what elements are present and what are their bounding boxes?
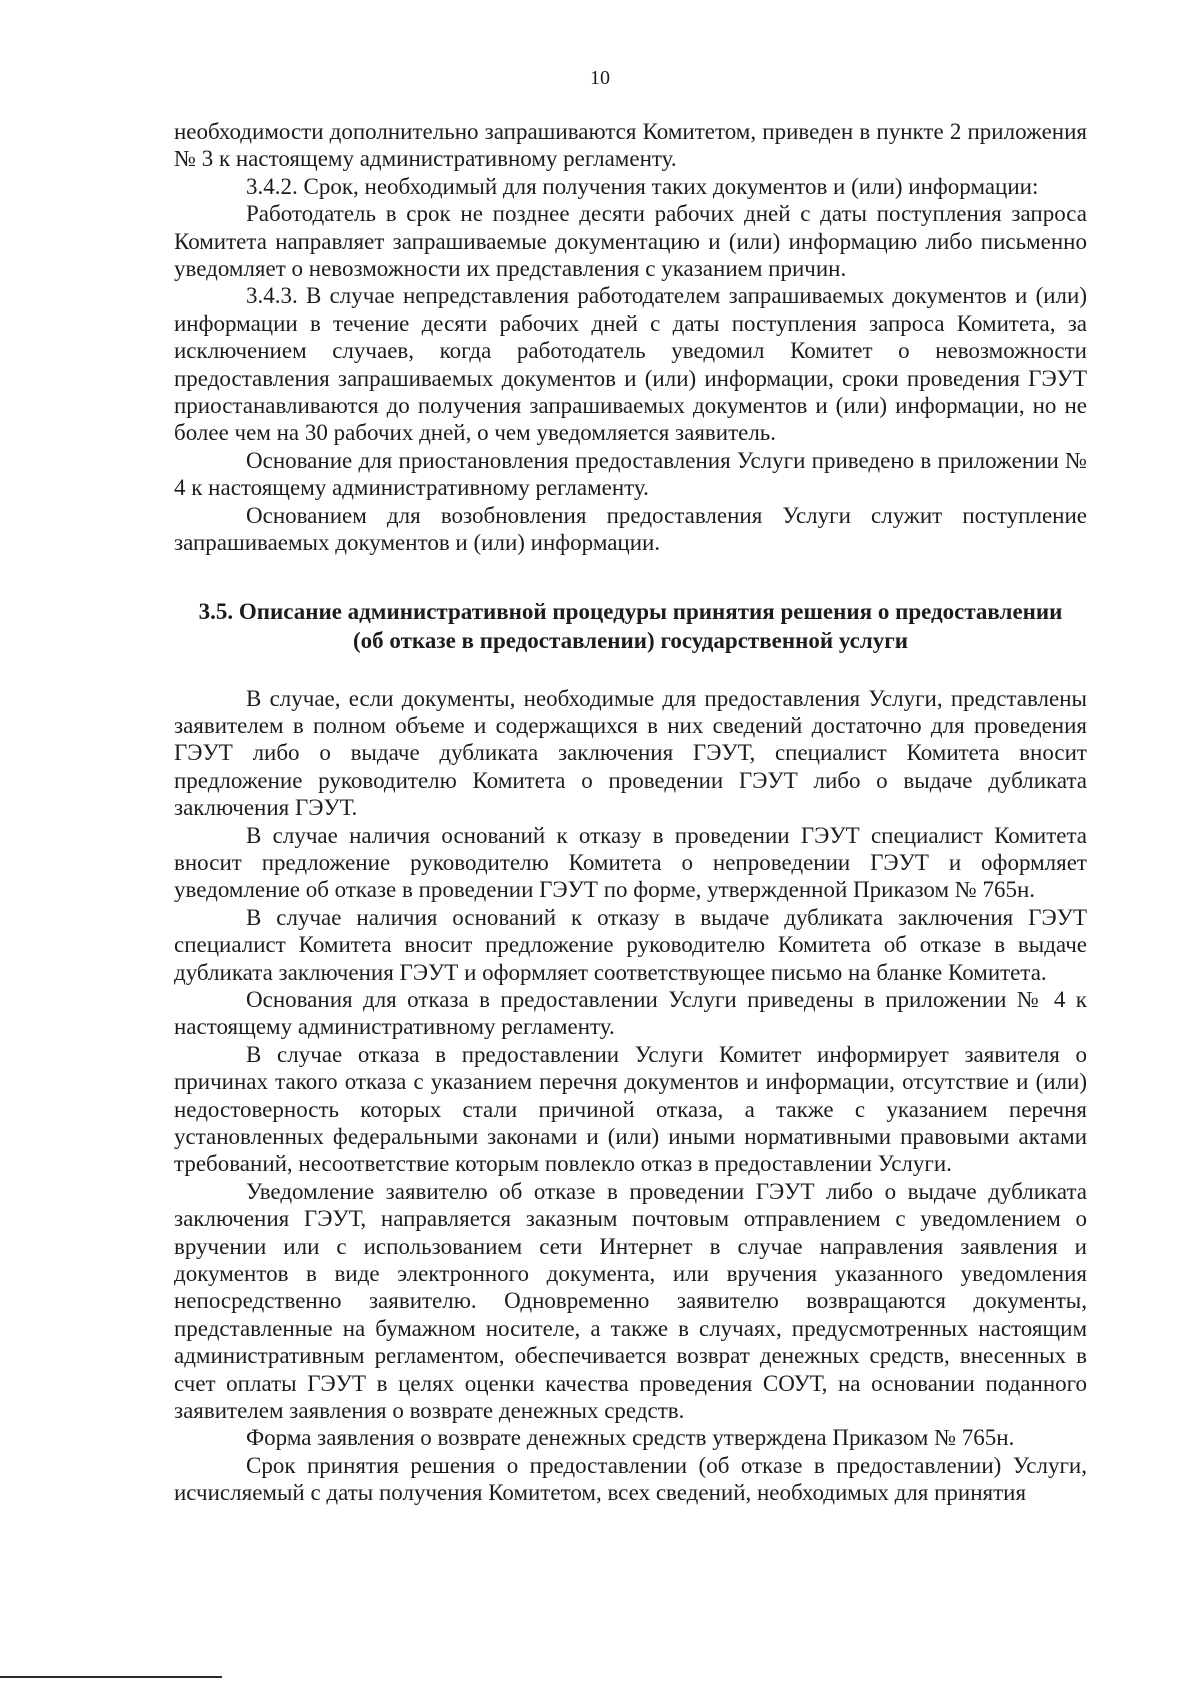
paragraph: 3.4.2. Срок, необходимый для получения таких документов и (или) информации: <box>246 173 1039 199</box>
paragraph: Уведомление заявителю об отказе в проведении ГЭУТ либо о выдаче дубликата заключения ГЭУТ, направляется заказным почтовым отправлением с уведомлением о вручении или с использованием сети Интернет в случае направления заявления и документов в виде электронного документа, или вручения указанного уведомления непосредственно заявителю. Одновременно заявителю возвращаются документы, представленные на бумажном носителе, а также в случаях, предусмотренных настоящим административным регламентом, обеспечивается возврат денежных средств, внесенных в счет оплаты ГЭУТ в целях оценки качества проведения СОУТ, на основании поданного заявителем заявления о возврате денежных средств. <box>174 1178 1087 1424</box>
section-heading <box>174 597 1087 655</box>
paragraph: Работодатель в срок не позднее десяти рабочих дней с даты поступления запроса Комитета направляет запрашиваемые документацию и (или) информацию либо письменно уведомляет о невозможности их представления с указанием причин. <box>174 201 1087 282</box>
paragraph: В случае, если документы, необходимые для предоставления Услуги, представлены заявителем в полном объеме и содержащихся в них сведений достаточно для проведения ГЭУТ либо о выдаче дубликата заключения ГЭУТ, специалист Комитета вносит предложение руководителю Комитета о проведении ГЭУТ либо о выдаче дубликата заключения ГЭУТ. <box>174 685 1087 821</box>
paragraph: 3.4.3. В случае непредставления работодателем запрашиваемых документов и (или) информации в течение десяти рабочих дней с даты поступления запроса Комитета, за исключением случаев, когда работодатель уведомил Комитет о невозможности предоставления запрашиваемых документов и (или) информации, сроки проведения ГЭУТ приостанавливаются до получения запрашиваемых документов и (или) информации, но не более чем на 30 рабочих дней, о чем уведомляется заявитель. <box>174 283 1087 446</box>
paragraph: В случае наличия оснований к отказу в выдаче дубликата заключения ГЭУТ специалист Комитета вносит предложение руководителю Комитета об отказе в выдаче дубликата заключения ГЭУТ и оформляет соответствующее письмо на бланке Комитета. <box>174 904 1087 985</box>
paragraph: Основание для приостановления предоставления Услуги приведено в приложении № 4 к настоящему административному регламенту. <box>174 447 1087 501</box>
page-number: 10 <box>590 67 610 89</box>
paragraph: Форма заявления о возврате денежных средств утверждена Приказом № 765н. <box>246 1425 1015 1451</box>
paragraph: Основания для отказа в предоставлении Услуги приведены в приложении № 4 к настоящему административному регламенту. <box>174 986 1087 1040</box>
paragraph: Основанием для возобновления предоставления Услуги служит поступление запрашиваемых документов и (или) информации. <box>174 502 1087 556</box>
paragraph: В случае наличия оснований к отказу в проведении ГЭУТ специалист Комитета вносит предложение руководителю Комитета о непроведении ГЭУТ и оформляет уведомление об отказе в проведении ГЭУТ по форме, утвержденной Приказом № 765н. <box>174 822 1087 903</box>
paragraphs-before <box>174 118 1087 557</box>
paragraph: необходимости дополнительно запрашиваются Комитетом, приведен в пункте 2 приложения № 3 к настоящему административному регламенту. <box>174 119 1087 172</box>
document-body <box>174 118 1087 1507</box>
footnote-separator <box>0 1676 222 1678</box>
section-heading-line: 3.5. Описание административной процедуры принятия решения о предоставлении <box>198 598 1063 624</box>
paragraph: В случае отказа в предоставлении Услуги Комитет информирует заявителя о причинах такого отказа с указанием перечня документов и информации, отсутствие и (или) недостоверность которых стали причиной отказа, а также с указанием перечня установленных федеральными законами и (или) иными нормативными правовыми актами требований, несоответствие которым повлекло отказ в предоставлении Услуги. <box>174 1041 1087 1177</box>
paragraphs-after <box>174 685 1087 1507</box>
section-heading-line: (об отказе в предоставлении) государственной услуги <box>353 627 908 653</box>
paragraph: Срок принятия решения о предоставлении (об отказе в предоставлении) Услуги, исчисляемый с даты получения Комитетом, всех сведений, необходимых для принятия <box>174 1452 1087 1506</box>
